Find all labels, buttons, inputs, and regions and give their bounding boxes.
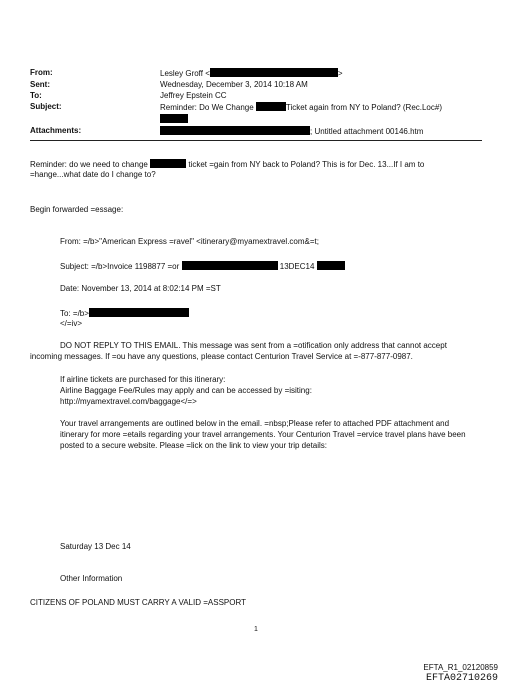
travel-line-3: posted to a secure website. Please =lick on the link to view your trip details: — [60, 441, 328, 450]
itinerary-date: Saturday 13 Dec 14 — [60, 542, 131, 551]
fwd-to-label: To: =/b> — [60, 309, 89, 318]
bates-id-1: EFTA_R1_02120859 — [423, 663, 498, 672]
fwd-subject — [60, 261, 345, 272]
citizens-notice: CITIZENS OF POLAND MUST CARRY A VALID =ASSPORT — [30, 598, 246, 607]
fwd-to — [60, 308, 189, 319]
header-divider — [30, 140, 482, 141]
redaction-block — [150, 159, 186, 168]
airline-line-2: Airline Baggage Fee/Rules may apply and can be accessed by =isiting: — [60, 386, 312, 395]
from-label: From: — [30, 68, 53, 77]
fwd-from: From: =/b>"American Express =ravel" <itinerary@myamextravel.com&=t; — [60, 237, 319, 246]
from-suffix: > — [337, 69, 343, 78]
forwarded-header: Begin forwarded =essage: — [30, 205, 124, 214]
from-name: Lesley Groff < — [160, 69, 210, 78]
redaction-block — [160, 126, 310, 135]
attachments-value — [160, 126, 423, 137]
redaction-block — [89, 308, 189, 317]
subject-label: Subject: — [30, 102, 62, 111]
sent-value: Wednesday, December 3, 2014 10:18 AM — [160, 80, 308, 89]
redaction-block — [256, 102, 286, 111]
to-value: Jeffrey Epstein CC — [160, 91, 227, 100]
from-value — [160, 68, 343, 79]
redaction-block — [210, 68, 338, 77]
fwd-div-tag: </=iv> — [60, 319, 83, 328]
notice-line-2: incoming messages. If =ou have any questions, please contact Centurion Travel Service at =-877-877-0987. — [30, 352, 413, 361]
redaction-block — [182, 261, 278, 270]
attachments-label: Attachments: — [30, 126, 82, 135]
attachment-filename: ; Untitled attachment 00146.htm — [310, 127, 424, 136]
subject-value — [160, 102, 442, 113]
sent-label: Sent: — [30, 80, 50, 89]
fwd-subject-text: Subject: =/b>Invoice 1198877 =or — [60, 262, 180, 271]
reminder-text-b: ticket =gain from NY back to Poland? This is for Dec. 13...If I am to — [188, 160, 425, 169]
to-label: To: — [30, 91, 42, 100]
fwd-date: Date: November 13, 2014 at 8:02:14 PM =ST — [60, 284, 221, 293]
notice-line-1: DO NOT REPLY TO THIS EMAIL. This message was sent from a =otification only address that cannot accept — [60, 341, 447, 350]
subject-suffix: Ticket again from NY to Poland? (Rec.Loc#) — [285, 103, 442, 112]
redaction-block — [317, 261, 345, 270]
fwd-subject-date: 13DEC14 — [279, 262, 315, 271]
reminder-line-1 — [30, 159, 424, 170]
reminder-line-2: =hange...what date do I change to? — [30, 170, 156, 179]
baggage-link: http://myamextravel.com/baggage</=> — [60, 397, 197, 406]
page-number: 1 — [254, 626, 258, 633]
reminder-text-a: Reminder: do we need to change — [30, 160, 148, 169]
travel-line-1: Your travel arrangements are outlined below in the email. =nbsp;Please refer to attached PDF attachment and — [60, 419, 450, 428]
other-information: Other Information — [60, 574, 123, 583]
airline-line-1: If airline tickets are purchased for this itinerary: — [60, 375, 226, 384]
redaction-block — [160, 114, 188, 123]
travel-line-2: itinerary for more =etails regarding your travel arrangements. Your Centurion Travel =ervice travel plans have been — [60, 430, 466, 439]
subject-prefix: Reminder: Do We Change — [160, 103, 254, 112]
bates-id-2: EFTA02710269 — [425, 673, 498, 684]
